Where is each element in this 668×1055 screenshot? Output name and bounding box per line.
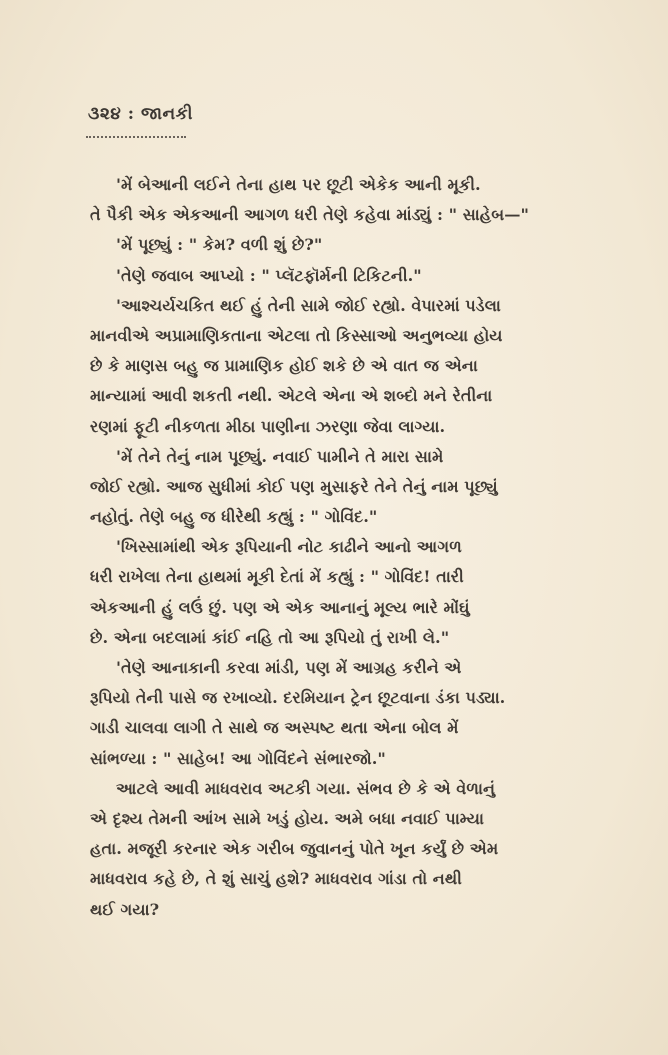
text-line: ગાડી ચાલવા લાગી તે સાથે જ અસ્પષ્ટ થતા એના બોલ મેં xyxy=(90,718,459,738)
body-text xyxy=(90,170,638,925)
text-line: એકઆની હું લઉં છું. પણ એ એક આનાનું મૂલ્ય ભારે મોંઘું xyxy=(90,597,470,617)
text-line: નહોતું. તેણે બહુ જ ધીરેથી કહ્યું : " ગોવિંદ." xyxy=(90,507,378,527)
text-line: છે કે માણસ બહુ જ પ્રામાણિક હોઈ શકે છે એ વાત જ એના xyxy=(90,356,478,376)
text-line: જોઈ રહ્યો. આજ સુધીમાં કોઈ પણ મુસાફરે તેને તેનું નામ પૂછ્યું xyxy=(90,476,498,496)
text-line: થઈ ગયા? xyxy=(90,899,160,919)
text-line: હતા. મજૂરી કરનાર એક ગરીબ જુવાનનું પોતે ખૂન કર્યું છે એમ xyxy=(90,839,499,859)
text-line: ધરી રાખેલા તેના હાથમાં મૂકી દેતાં મેં કહ્યું : " ગોવિંદ! તારી xyxy=(90,567,464,587)
page-header: ૩૨૪ : જાનકી xyxy=(88,104,193,124)
text-line: છે. એના બદલામાં કાંઈ નહિ તો આ રૂપિયો તું રાખી લે." xyxy=(90,627,450,647)
text-line: 'તેણે આનાકાની કરવા માંડી, પણ મેં આગ્રહ કરીને એ xyxy=(116,658,462,677)
header-divider xyxy=(86,136,186,138)
text-line: 'મેં તેને તેનું નામ પૂછ્યું. નવાઈ પામીને તે મારા સામે xyxy=(116,446,444,466)
text-line: તે પૈકી એક એકઆની આગળ ધરી તેણે કહેવા માંડ્યું : " સાહેબ—" xyxy=(90,205,529,225)
text-line: 'આશ્ચર્યચકિત થઈ હું તેની સામે જોઈ રહ્યો. વેપારમાં પડેલા xyxy=(116,295,501,315)
text-line: 'મેં બેઆની લઈને તેના હાથ પર છૂટી એકેક આની મૂકી. xyxy=(116,175,481,194)
text-line: સાંભળ્યા : " સાહેબ! આ ગોવિંદને સંભારજો." xyxy=(90,748,386,768)
text-line: 'ખિસ્સામાંથી એક રૂપિયાની નોટ કાઢીને આનો આગળ xyxy=(116,537,462,557)
text-line: 'તેણે જવાબ આપ્યો : " પ્લૅટફૉર્મની ટિકિટની." xyxy=(116,265,422,285)
text-line: રૂપિયો તેની પાસે જ રખાવ્યો. દરમિયાન ટ્રેન છૂટવાના ડંકા પડ્યા. xyxy=(90,688,506,708)
text-line: એ દૃશ્ય તેમની આંખ સામે ખડું હોય. અમે બધા નવાઈ પામ્યા xyxy=(90,808,484,828)
text-line: રણમાં ફૂટી નીકળતા મીઠા પાણીના ઝરણા જેવા લાગ્યા. xyxy=(90,416,446,436)
text-line: માન્યામાં આવી શકતી નથી. એટલે એના એ શબ્દો મને રેતીના xyxy=(90,386,493,406)
text-line: માનવીએ અપ્રામાણિકતાના એટલા તો કિસ્સાઓ અનુભવ્યા હોય xyxy=(90,325,503,345)
text-line: 'મેં પૂછ્યું : " કેમ? વળી શું છે?" xyxy=(116,235,323,255)
text-line: આટલે આવી માધવરાવ અટકી ગયા. સંભવ છે કે એ વેળાનું xyxy=(116,778,496,798)
text-line: માધવરાવ કહે છે, તે શું સાચું હશે? માધવરાવ ગાંડા તો નથી xyxy=(90,869,462,889)
